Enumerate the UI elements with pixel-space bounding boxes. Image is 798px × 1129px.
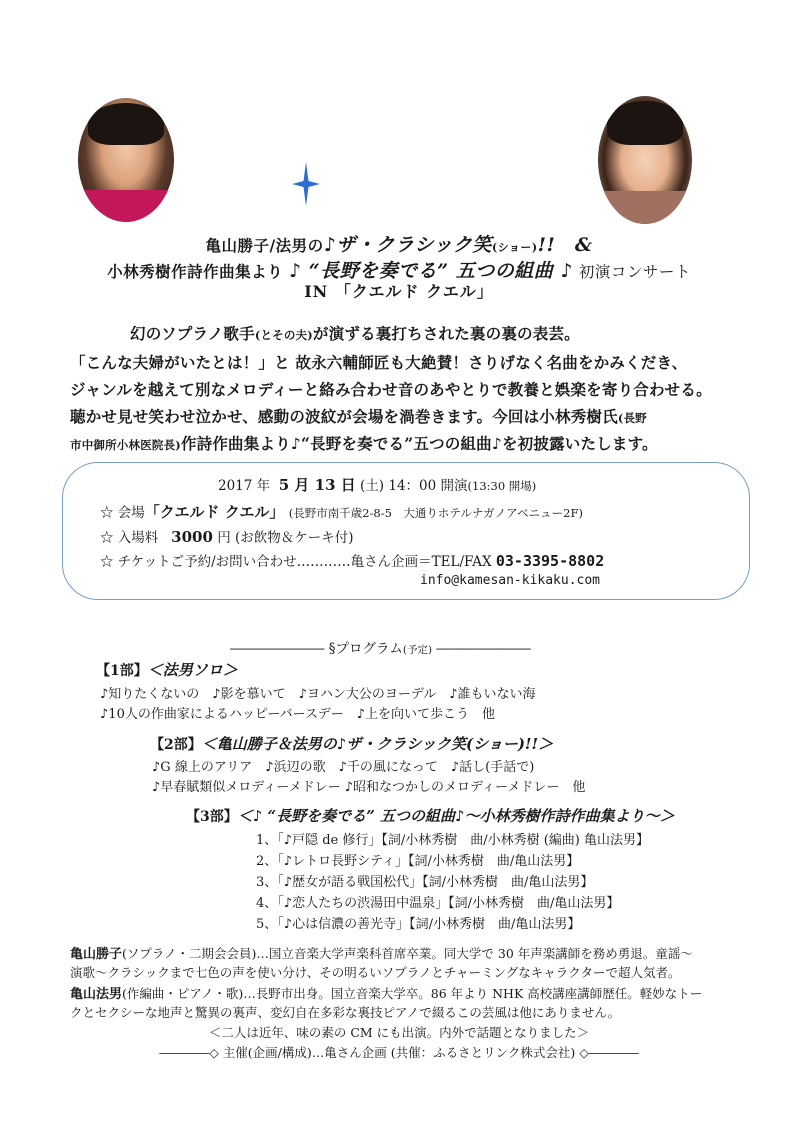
ticket-label: ☆ チケットご予約/お問い合わせ…………亀さん企画＝TEL/FAX xyxy=(100,554,492,570)
venue-address: (長野市南千歳2-8-5 大通りホテルナガノアベニュー2F) xyxy=(288,506,583,520)
part-name: ＜法男ソロ＞ xyxy=(147,661,238,679)
title-show-name: ♪ザ・クラシック笑 xyxy=(323,234,492,256)
bio-name: 亀山法男 xyxy=(70,987,123,1002)
part3-item: 3、「♪歴女が語る戦国松代」【詞/小林秀樹 曲/亀山法男】 xyxy=(256,875,594,890)
venue-name: 「クエルド クエル」 xyxy=(144,503,285,521)
part1-title xyxy=(96,659,238,680)
part3-item: 4、「♪恋人たちの渋湯田中温泉」【詞/小林秀樹 曲/亀山法男】 xyxy=(256,896,620,911)
event-ticket xyxy=(100,550,604,570)
bio-norio-2: クとセクシーな地声と驚異の裏声、変幻自在多彩な裏技ピアノで綴るこの芸風は他にありません。 xyxy=(70,1005,621,1020)
part2-songs-1: ♪G 線上のアリア ♪浜辺の歌 ♪千の風になって ♪話し(手話で) xyxy=(152,760,535,775)
title-suite-name: ♪ “長野を奏でる” 五つの組曲 ♪ xyxy=(289,260,573,282)
footer-organizer: ――――◇ 主催(企画/構成)…亀さん企画 (共催：ふるさとリンク株式会社) ◇―――― xyxy=(159,1045,639,1060)
email-address[interactable]: info@kamesan-kikaku.com xyxy=(420,573,601,588)
hair-shape xyxy=(88,103,165,145)
part3-item: 1、「♪戸隠 de 修行」【詞/小林秀樹 曲/小林秀樹 (編曲) 亀山法男】 xyxy=(256,833,650,848)
sparkle-star-icon xyxy=(292,162,320,206)
part2-title xyxy=(150,733,553,754)
photo-norio xyxy=(78,98,174,222)
bio-text: (作編曲・ピアノ・歌)…長野市出身。国立音楽大学卒。86 年より NHK 高校講座講師歴任。軽妙なトー xyxy=(122,986,703,1001)
bio-text: (ソプラノ・二期会会員)…国立音楽大学声楽科首席卒業。同大学で 30 年声楽講師を務め勇退。童謡～ xyxy=(122,946,693,961)
title-show-reading: (ショー) xyxy=(491,241,538,254)
intro-line-1 xyxy=(130,322,798,344)
part1-songs-1: ♪知りたくないの ♪影を慕いて ♪ヨハン大公のヨーデル ♪誰もいない海 xyxy=(100,687,536,702)
title-performers: 亀山勝子/法男の xyxy=(205,236,324,255)
venue-label: ☆ 会場 xyxy=(100,505,145,521)
bio-name: 亀山勝子 xyxy=(70,947,123,962)
intro-line-2: 「こんな夫婦がいたとは！」と 故永六輔師匠も大絶賛！さりげなく名曲をかみくだき、 xyxy=(70,353,688,372)
coat-shape xyxy=(78,190,174,222)
bio-note: ＜二人は近年、味の素の CM にも出演。内外で話題となりました＞ xyxy=(208,1025,590,1040)
intro-note: (長野 xyxy=(617,411,647,425)
part-label: 【1部】 xyxy=(96,663,148,679)
date-time: (土) 14：00 開演 xyxy=(360,478,468,494)
program-heading xyxy=(230,637,531,657)
part-label: 【3部】 xyxy=(186,809,238,825)
part3-item: 2、「♪レトロ長野シティ」【詞/小林秀樹 曲/亀山法男】 xyxy=(256,854,580,869)
intro-text: が演ずる裏打ちされた裏の裏の表芸。 xyxy=(312,324,580,343)
date-year: 2017 年 xyxy=(218,478,271,494)
title-venue: IN 「クエルド クエル」 xyxy=(304,282,494,301)
coat-shape xyxy=(598,191,692,224)
intro-note: (とその夫) xyxy=(254,328,313,342)
phone-number[interactable]: 03-3395-8802 xyxy=(495,552,605,570)
intro-text: 作詩作曲集より♪“長野を奏でる”五つの組曲♪を初披露いたします。 xyxy=(180,434,658,453)
intro-note: 市中御所小林医院長) xyxy=(70,438,181,452)
title-line-1 xyxy=(0,230,798,257)
intro-text: 幻のソプラノ歌手 xyxy=(130,324,255,343)
program-heading-text: ――――――― §プログラム xyxy=(230,641,403,657)
intro-text: 聴かせ見せ笑わせ泣かせ、感動の波紋が会場を渦巻きます。今回は小林秀樹氏 xyxy=(70,407,618,426)
bio-katsuko-2: 演歌～クラシックまで七色の声を使い分け、その明るいソプラノとチャーミングなキャラクターで超人気者。 xyxy=(70,965,681,980)
program-heading-rule: ――――――― xyxy=(436,641,531,657)
hair-shape xyxy=(607,101,682,145)
title-source: 小林秀樹作詩作曲集より xyxy=(107,262,284,281)
fee-detail: 円 (お飲物＆ケーキ付) xyxy=(217,530,354,546)
part-name: ＜♪ “長野を奏でる” 五つの組曲♪～小林秀樹作詩作曲集より～＞ xyxy=(237,807,675,825)
part1-songs-2: ♪10人の作曲家によるハッピーバースデー ♪上を向いて歩こう 他 xyxy=(100,707,496,722)
fee-amount: 3000 xyxy=(171,528,213,546)
intro-line-5 xyxy=(70,432,750,454)
part3-title xyxy=(186,805,675,826)
event-date xyxy=(218,474,536,495)
title-premiere: 初演コンサート xyxy=(578,263,691,281)
part-label: 【2部】 xyxy=(150,737,202,753)
part-name: ＜亀山勝子＆法男の♪ザ・クラシック笑(ショー)!!＞ xyxy=(201,735,554,753)
intro-line-4 xyxy=(70,405,750,427)
photo-katsuko xyxy=(598,96,692,224)
event-fee xyxy=(100,526,354,546)
intro-line-3: ジャンルを越えて別なメロディーと絡み合わせ音のあやとりで教養と娯楽を寄り合わせる。 xyxy=(70,380,712,399)
bio-katsuko-1 xyxy=(70,943,750,962)
event-venue xyxy=(100,501,583,522)
title-exclaim: !! & xyxy=(537,234,593,256)
date-doors: (13:30 開場) xyxy=(467,479,537,493)
bio-norio-1 xyxy=(70,983,750,1002)
program-heading-note: (予定) xyxy=(402,644,433,656)
part3-item: 5、「♪心は信濃の善光寺」【詞/小林秀樹 曲/亀山法男】 xyxy=(256,917,581,932)
date-day: 5 月 13 日 xyxy=(278,476,356,494)
part2-songs-2: ♪早春賦類似メロディーメドレー ♪昭和なつかしのメロディーメドレー 他 xyxy=(152,780,586,795)
fee-label: ☆ 入場料 xyxy=(100,530,159,546)
